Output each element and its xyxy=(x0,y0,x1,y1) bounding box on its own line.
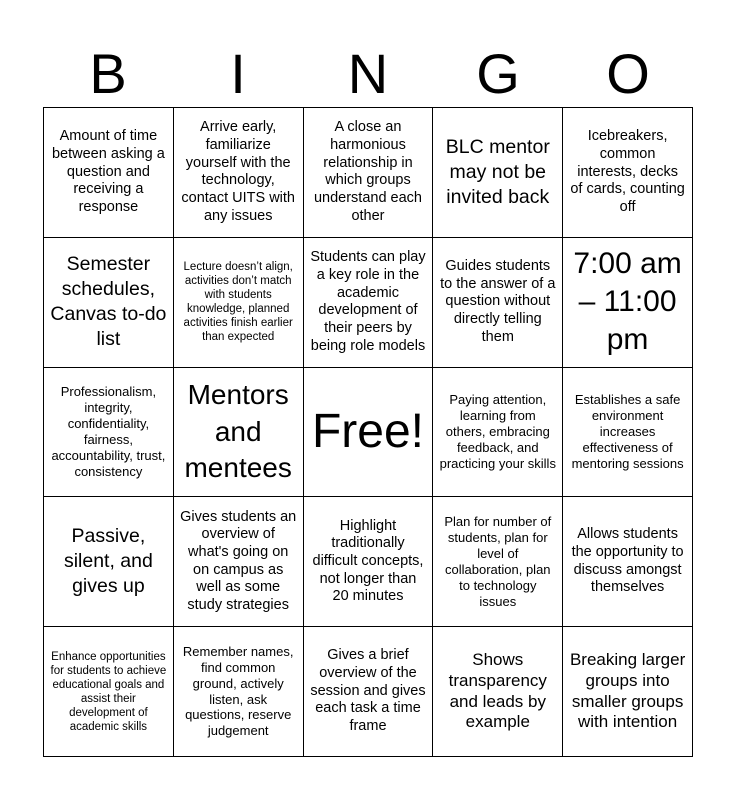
bingo-cell-r5c1[interactable]: Enhance opportunities for students to achieve educational goals and assist their development of academic skills xyxy=(44,627,174,757)
bingo-card-grid xyxy=(43,107,693,757)
bingo-cell-r1c5[interactable]: Icebreakers, common interests, decks of cards, counting off xyxy=(563,108,693,238)
bingo-cell-r4c4[interactable]: Plan for number of students, plan for level of collaboration, plan to technology issues xyxy=(433,497,563,627)
bingo-cell-r2c1[interactable]: Semester schedules, Canvas to-do list xyxy=(44,238,174,368)
bingo-cell-r4c1[interactable]: Passive, silent, and gives up xyxy=(44,497,174,627)
bingo-cell-r1c1[interactable]: Amount of time between asking a question and receiving a response xyxy=(44,108,174,238)
bingo-cell-r2c2[interactable]: Lecture doesn’t align, activities don’t match with students knowledge, planned activities finish earlier than expected xyxy=(174,238,304,368)
bingo-cell-r3c2[interactable]: Mentors and mentees xyxy=(174,368,304,498)
header-letter-n: N xyxy=(347,42,389,105)
bingo-cell-r5c5[interactable]: Breaking larger groups into smaller groups with intention xyxy=(563,627,693,757)
bingo-cell-r5c2[interactable]: Remember names, find common ground, actively listen, ask questions, reserve judgement xyxy=(174,627,304,757)
bingo-cell-r1c4[interactable]: BLC mentor may not be invited back xyxy=(433,108,563,238)
header-letter-i: I xyxy=(230,42,246,105)
bingo-cell-r3c1[interactable]: Professionalism, integrity, confidentiality, fairness, accountability, trust, consistency xyxy=(44,368,174,498)
bingo-free-space[interactable]: Free! xyxy=(304,368,434,498)
bingo-cell-r3c5[interactable]: Establishes a safe environment increases effectiveness of mentoring sessions xyxy=(563,368,693,498)
header-letter-b: B xyxy=(89,42,127,105)
bingo-cell-r5c4[interactable]: Shows transparency and leads by example xyxy=(433,627,563,757)
bingo-cell-r5c3[interactable]: Gives a brief overview of the session and gives each task a time frame xyxy=(304,627,434,757)
bingo-cell-r2c3[interactable]: Students can play a key role in the academic development of their peers by being role models xyxy=(304,238,434,368)
bingo-header xyxy=(43,40,693,108)
bingo-cell-r2c4[interactable]: Guides students to the answer of a question without directly telling them xyxy=(433,238,563,368)
header-letter-o: O xyxy=(606,42,650,105)
bingo-cell-r4c5[interactable]: Allows students the opportunity to discuss amongst themselves xyxy=(563,497,693,627)
bingo-cell-r2c5[interactable]: 7:00 am – 11:00 pm xyxy=(563,238,693,368)
header-letter-g: G xyxy=(476,42,520,105)
bingo-cell-r3c4[interactable]: Paying attention, learning from others, embracing feedback, and practicing your skills xyxy=(433,368,563,498)
bingo-cell-r1c3[interactable]: A close an harmonious relationship in which groups understand each other xyxy=(304,108,434,238)
bingo-cell-r1c2[interactable]: Arrive early, familiarize yourself with the technology, contact UITS with any issues xyxy=(174,108,304,238)
bingo-cell-r4c3[interactable]: Highlight traditionally difficult concepts, not longer than 20 minutes xyxy=(304,497,434,627)
bingo-cell-r4c2[interactable]: Gives students an overview of what's going on on campus as well as some study strategies xyxy=(174,497,304,627)
